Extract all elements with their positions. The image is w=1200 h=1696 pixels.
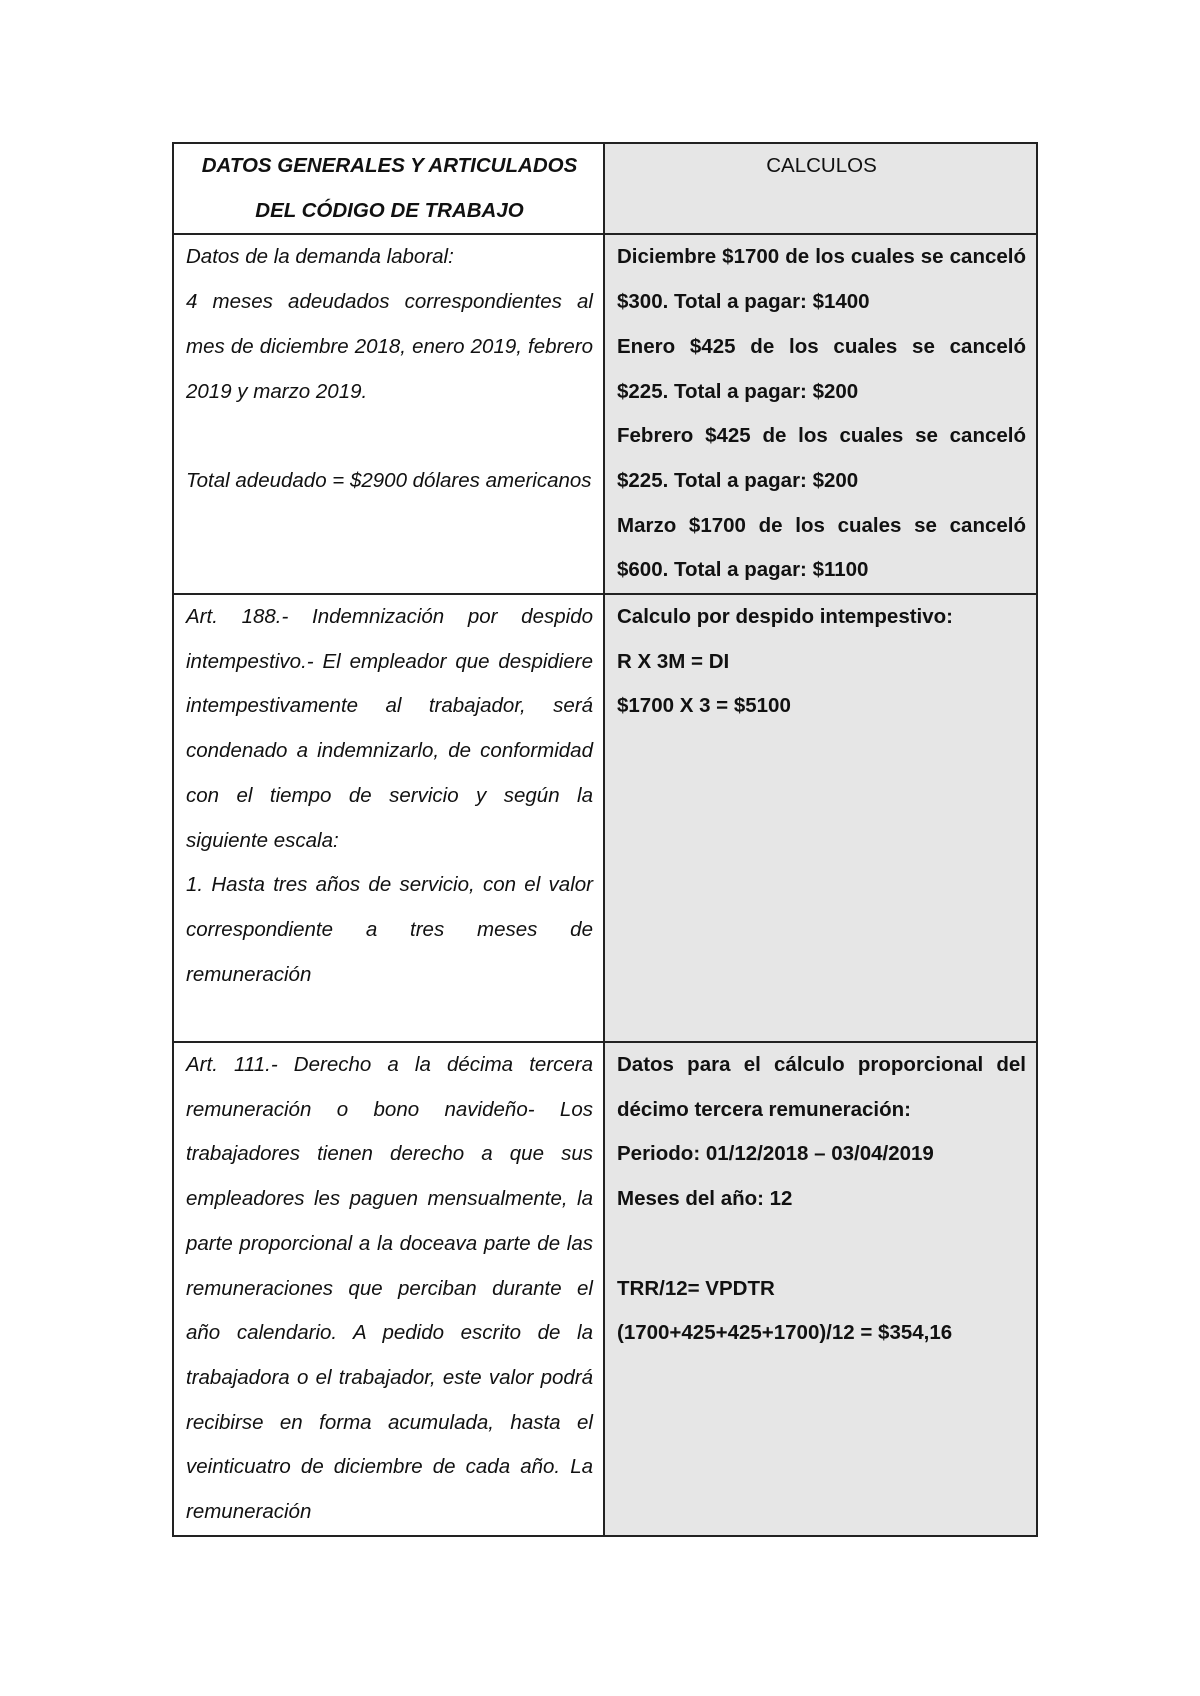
row2-left-item: 1. Hasta tres años de servicio, con el valor correspondiente a tres meses de remuneración <box>186 873 593 986</box>
row1-right-line: Marzo $1700 de los cuales se canceló $600. Total a pagar: $1100 <box>617 513 1026 582</box>
header-left-text: DATOS GENERALES Y ARTICULADOS DEL CÓDIGO DE TRABAJO <box>201 154 578 222</box>
row3-right-line: Periodo: 01/12/2018 – 03/04/2019 <box>617 1142 934 1166</box>
row3-left-cell <box>173 1042 604 1536</box>
row3-right-cell <box>604 1042 1037 1536</box>
row1-right-line: Diciembre $1700 de los cuales se canceló $300. Total a pagar: $1400 <box>617 245 1026 314</box>
row2-left-body: Art. 188.- Indemnización por despido intempestivo.- El empleador que despidiere intempestivamente al trabajador, será condenado a indemnizarlo, de conformidad con el tiempo de servicio y según la siguiente escala: <box>186 605 593 852</box>
row2-right-cell <box>604 594 1037 1042</box>
row1-right-line: Febrero $425 de los cuales se canceló $225. Total a pagar: $200 <box>617 424 1026 492</box>
row1-left-title: Datos de la demanda laboral: <box>186 245 454 269</box>
table-header-row <box>173 143 1037 234</box>
row1-right-line: Enero $425 de los cuales se canceló $225. Total a pagar: $200 <box>617 334 1026 403</box>
row3-right-line: (1700+425+425+1700)/12 = $354,16 <box>617 1321 953 1345</box>
row2-right-line: R X 3M = DI <box>617 649 730 673</box>
row1-left-total: Total adeudado = $2900 dólares americanos <box>186 468 592 492</box>
row3-right-line: TRR/12= VPDTR <box>617 1276 775 1300</box>
header-right-text: CALCULOS <box>766 154 877 177</box>
row1-left-cell <box>173 234 604 594</box>
row2-right-line: $1700 X 3 = $5100 <box>617 694 791 718</box>
table-row <box>173 234 1037 594</box>
row3-right-line: Datos para el cálculo proporcional del décimo tercera remuneración: <box>617 1053 1026 1121</box>
row2-left-cell <box>173 594 604 1042</box>
header-right-cell <box>604 143 1037 234</box>
row2-right-line: Calculo por despido intempestivo: <box>617 605 954 629</box>
header-left-cell <box>173 143 604 234</box>
row3-left-body: Art. 111.- Derecho a la décima tercera remuneración o bono navideño- Los trabajadores tienen derecho a que sus empleadores les paguen mensualmente, la parte proporcional a la doceava parte de las remuneraciones que perciban durante el año calendario. A pedido escrito de la trabajadora o el trabajador, este valor podrá recibirse en forma acumulada, hasta el veinticuatro de diciembre de cada año. La remuneración <box>186 1053 593 1524</box>
row3-right-line: Meses del año: 12 <box>617 1187 793 1211</box>
table-row <box>173 1042 1037 1536</box>
calculation-table <box>172 142 1038 1537</box>
table-row <box>173 594 1037 1042</box>
row1-left-body: 4 meses adeudados correspondientes al mes de diciembre 2018, enero 2019, febrero 2019 y marzo 2019. <box>186 290 593 403</box>
row1-right-cell <box>604 234 1037 594</box>
